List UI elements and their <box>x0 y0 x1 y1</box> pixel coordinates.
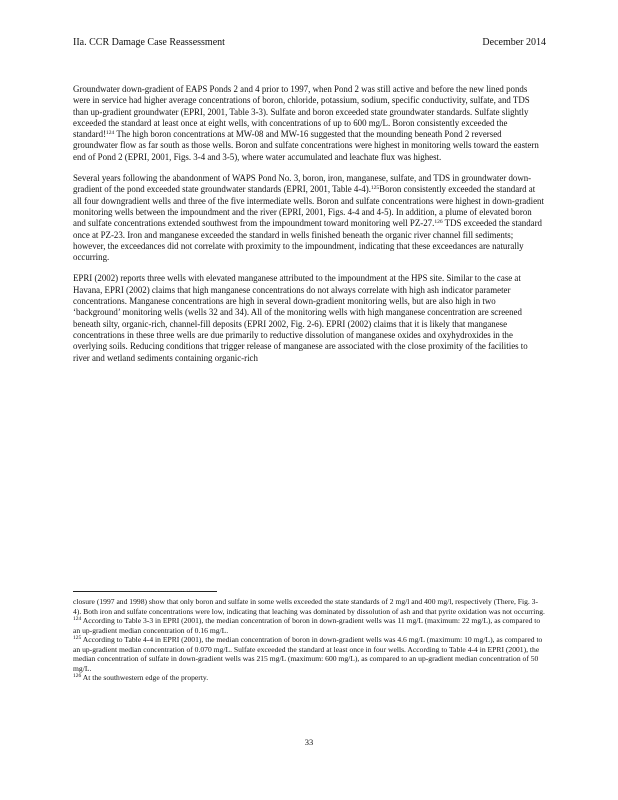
paragraph-1-text-a: Groundwater down-gradient of EAPS Ponds 2 and 4 prior to 1997, when Pond 2 was still active and before the new lined ponds were in service had higher average concentrations of boron, chloride, potassium, sodium, specific conductivity, sulfate, and TDS than up-gradient groundwater (EPRI, 2001, Table 3-3). Sulfate and boron exceeded state groundwater standards. Sulfate slightly exceeded the standard at least once at eight wells, with concentrations of up to 600 mg/L. Boron consistently exceeded the standard! <box>73 84 530 140</box>
footnote-ref-125: 125 <box>370 185 380 192</box>
footnote-text: According to Table 3-3 in EPRI (2001), the median concentration of boron in down-gradient wells was 11 mg/L (maximum: 22 mg/L), as compared to an up-gradient median concentration of 0.16 mg/L. <box>73 616 541 635</box>
page-number: 33 <box>304 737 314 747</box>
footnote-126 <box>73 673 545 683</box>
header-title: IIa. CCR Damage Case Reassessment <box>73 37 225 48</box>
footnote-text: According to Table 4-4 in EPRI (2001), the median concentration of boron in down-gradient wells was 4.6 mg/L (maximum: 10 mg/L), as compared to an up-gradient median concentration of 0.070 mg/L. Sulfate exceeded the standard at least once in four wells. According to Table 4-4 in EPRI (2001), the median concentration of sulfate in down-gradient wells was 215 mg/L (maximum: 600 mg/L), as compared to an up-gradient median concentration of 50 mg/L. <box>73 635 543 673</box>
paragraph-2 <box>73 173 545 263</box>
paragraph-2-text-a: Several years following the abandonment of WAPS Pond No. 3, boron, iron, manganese, sulfate, and TDS in groundwater down-gradient of the pond exceeded state groundwater standards (EPRI, 2001, Table 4-4). <box>73 173 532 195</box>
footnote-continuation: closure (1997 and 1998) show that only boron and sulfate in some wells exceeded the state standards of 2 mg/l and 400 mg/l, respectively (There, Fig. 3-4). Both iron and sulfate concentrations were low, indicating that leaching was dominated by dissolution of ash and that pyrite oxidation was not occurring. <box>73 597 545 616</box>
paragraph-1-text-b: The high boron concentrations at MW-08 and MW-16 suggested that the mounding beneath Pond 2 reversed groundwater flow as far south as those wells. Boron and sulfate concentrations were highest in monitoring wells toward the eastern end of Pond 2 (EPRI, 2001, Figs. 3-4 and 3-5), where water accumulated and leachate flux was highest. <box>73 129 539 162</box>
paragraph-2-text-c: TDS exceeded the standard once at PZ-23. Iron and manganese exceeded the standard in wells finished beneath the organic river channel fill sediments; however, the exceedances did not correlate with proximity to the impoundment, indicating that these exceedances are naturally occurring. <box>73 218 542 263</box>
paragraph-3: EPRI (2002) reports three wells with elevated manganese attributed to the impoundment at the HPS site. Similar to the case at Havana, EPRI (2002) claims that high manganese concentrations do not always correlate with high ash indicator parameter concentrations. Manganese concentrations are high in several down-gradient monitoring wells, but are also high in two ‘background’ monitoring wells (wells 32 and 34). All of the monitoring wells with high manganese concentration are screened beneath silty, organic-rich, channel-fill deposits (EPRI 2002, Fig. 2-6). EPRI (2002) claims that it is likely that manganese concentrations in these three wells are due primarily to reductive dissolution of manganese oxides and oxyhydroxides in the overlying soils. Reducing conditions that trigger release of manganese are associated with the close proximity of the facilities to river and wetland sediments containing organic-rich <box>73 273 528 363</box>
document-body <box>73 84 545 374</box>
footnote-ref-124: 124 <box>106 130 115 137</box>
footnote-124 <box>73 616 545 635</box>
footnote-divider <box>73 591 217 592</box>
footnote-number: 124 <box>73 616 82 622</box>
paragraph-1 <box>73 84 545 163</box>
footnote-text: At the southwestern edge of the property. <box>81 673 209 682</box>
footnote-125 <box>73 635 545 673</box>
footnotes <box>73 597 545 683</box>
footnote-number: 126 <box>73 673 82 679</box>
header-date: December 2014 <box>482 37 546 48</box>
footnote-number: 125 <box>73 635 82 641</box>
footnote-ref-126: 126 <box>434 219 443 226</box>
paragraph-2-text-b: Boron consistently exceeded the standard at all four downgradient wells and three of the five intermediate wells. Boron and sulfate concentrations were highest in down-gradient monitoring wells between the impoundment and the river (EPRI, 2001, Figs. 4-4 and 4-5). In addition, a plume of elevated boron and sulfate concentrations extended southwest from the impoundment toward monitoring well PZ-27. <box>73 184 544 229</box>
